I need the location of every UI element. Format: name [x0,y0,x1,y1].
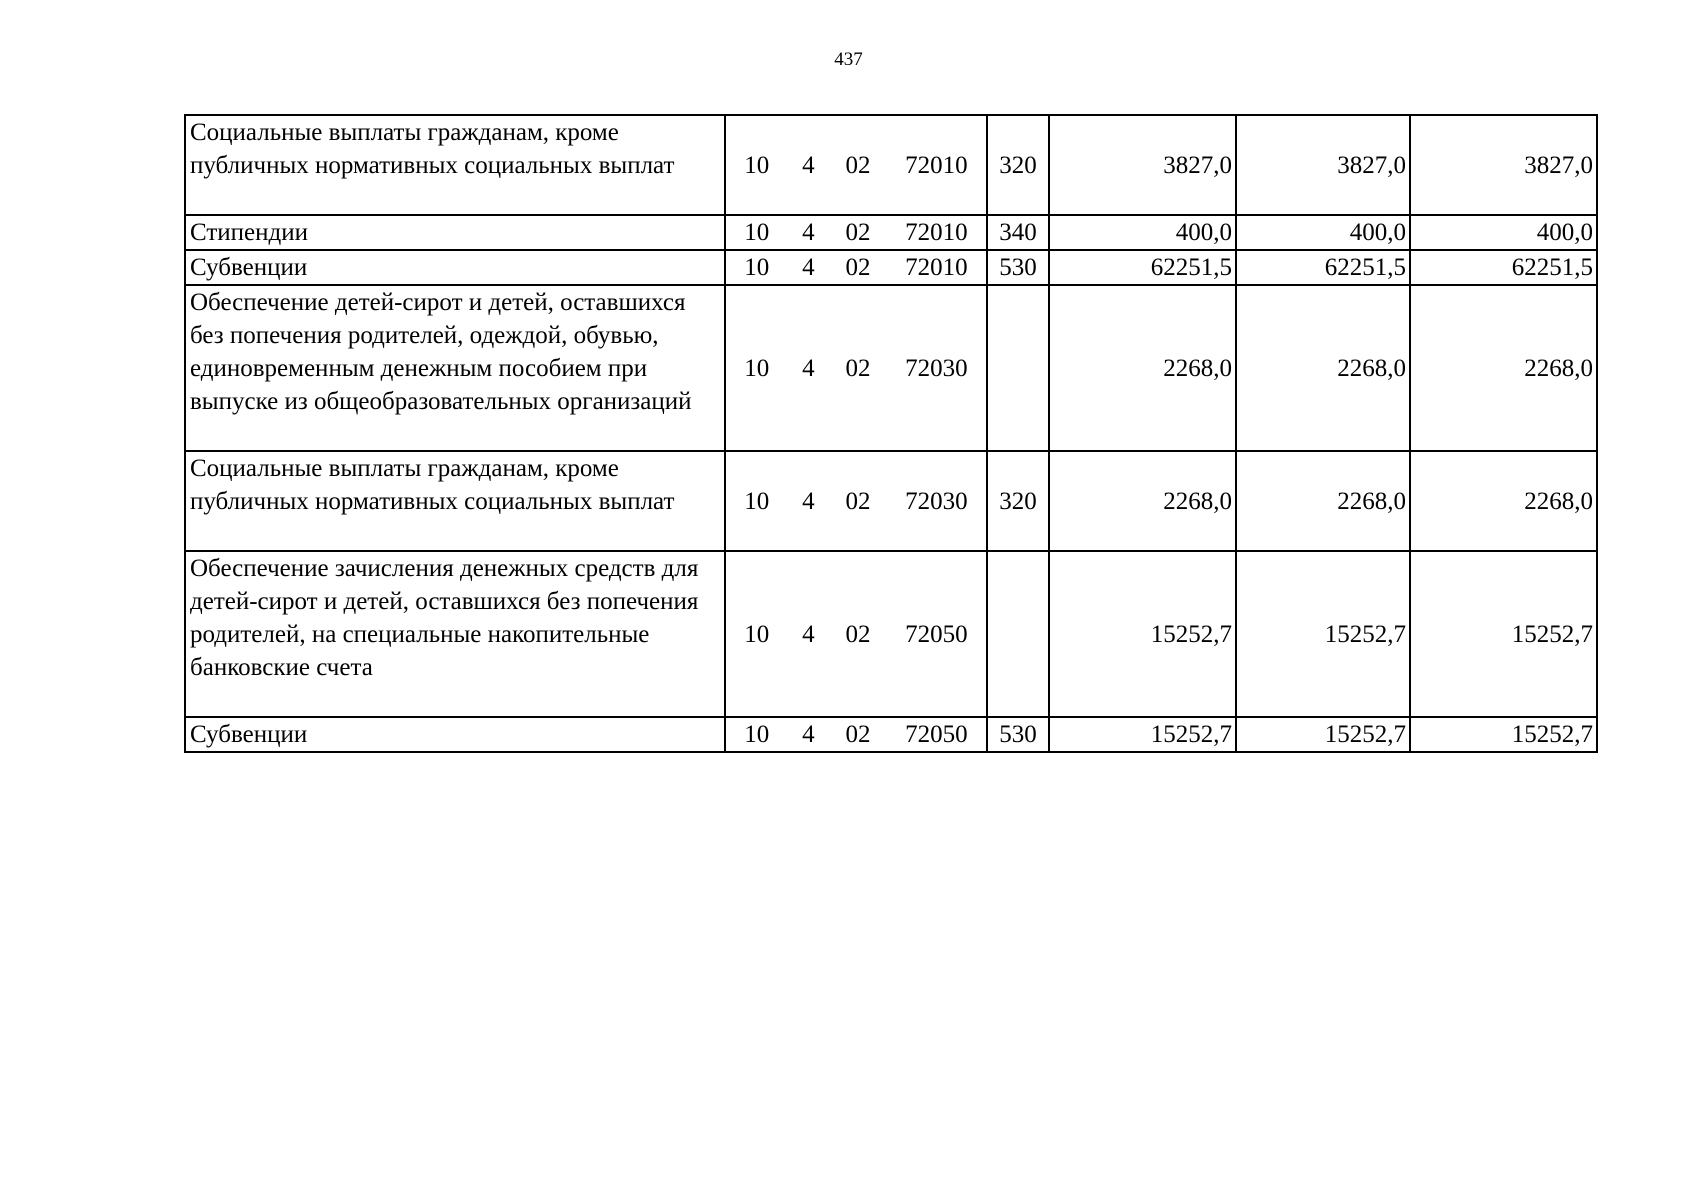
subprogram-code: 02 [845,620,871,648]
expense-type-code [987,551,1049,717]
subprogram-code: 02 [845,721,871,748]
row-description: Субвенции [185,717,725,752]
table-row [185,115,1597,215]
classification-code [725,717,987,752]
direction-code: 72050 [905,620,968,648]
section-code: 10 [744,151,770,179]
section-code: 10 [744,354,770,382]
section-code: 10 [744,487,770,515]
classification-code [725,250,987,285]
amount-year-1: 15252,7 [1049,551,1236,717]
subprogram-code: 02 [845,151,871,179]
table-row [185,285,1597,451]
program-code: 4 [802,487,815,515]
amount-year-3: 15252,7 [1410,551,1597,717]
expense-type-code [987,285,1049,451]
table-row [185,250,1597,285]
amount-year-3: 3827,0 [1410,115,1597,215]
page-number: 437 [834,49,863,70]
amount-year-3: 400,0 [1410,215,1597,250]
direction-code: 72030 [905,487,968,515]
direction-code: 72010 [905,151,968,179]
row-description: Обеспечение зачисления денежных средств для детей-сирот и детей, оставшихся без попечения родителей, на специальные накопительные банковские счета [185,551,725,717]
amount-year-2: 15252,7 [1236,551,1410,717]
amount-year-1: 62251,5 [1049,250,1236,285]
row-description: Субвенции [185,250,725,285]
program-code: 4 [802,620,815,648]
subprogram-code: 02 [845,487,871,515]
section-code: 10 [744,620,770,648]
table-row [185,717,1597,752]
expense-type-code: 530 [987,717,1049,752]
amount-year-2: 2268,0 [1236,451,1410,551]
expense-type-code: 340 [987,215,1049,250]
amount-year-1: 3827,0 [1049,115,1236,215]
classification-code [725,551,987,717]
program-code: 4 [802,151,815,179]
row-description: Обеспечение детей-сирот и детей, оставшихся без попечения родителей, одеждой, обувью, единовременным денежным пособием при выпуске из общеобразовательных организаций [185,285,725,451]
amount-year-3: 2268,0 [1410,285,1597,451]
classification-code [725,215,987,250]
program-code: 4 [802,354,815,382]
amount-year-1: 2268,0 [1049,451,1236,551]
amount-year-3: 2268,0 [1410,451,1597,551]
classification-code [725,451,987,551]
amount-year-2: 15252,7 [1236,717,1410,752]
amount-year-2: 62251,5 [1236,250,1410,285]
table-row [185,215,1597,250]
expense-type-code: 320 [987,115,1049,215]
amount-year-2: 2268,0 [1236,285,1410,451]
subprogram-code: 02 [845,354,871,382]
amount-year-2: 3827,0 [1236,115,1410,215]
direction-code: 72030 [905,354,968,382]
expense-type-code: 320 [987,451,1049,551]
expense-type-code: 530 [987,250,1049,285]
direction-code: 72050 [905,721,968,748]
row-description: Социальные выплаты гражданам, кроме публичных нормативных социальных выплат [185,451,725,551]
amount-year-1: 400,0 [1049,215,1236,250]
subprogram-code: 02 [845,254,871,281]
section-code: 10 [744,254,770,281]
classification-code [725,285,987,451]
section-code: 10 [744,721,770,748]
table-row [185,551,1597,717]
program-code: 4 [802,219,815,246]
amount-year-1: 15252,7 [1049,717,1236,752]
amount-year-2: 400,0 [1236,215,1410,250]
section-code: 10 [744,219,770,246]
direction-code: 72010 [905,219,968,246]
row-description: Социальные выплаты гражданам, кроме публичных нормативных социальных выплат [185,115,725,215]
program-code: 4 [802,254,815,281]
direction-code: 72010 [905,254,968,281]
row-description: Стипендии [185,215,725,250]
program-code: 4 [802,721,815,748]
classification-code [725,115,987,215]
amount-year-3: 15252,7 [1410,717,1597,752]
amount-year-3: 62251,5 [1410,250,1597,285]
budget-table [184,114,1598,753]
amount-year-1: 2268,0 [1049,285,1236,451]
subprogram-code: 02 [845,219,871,246]
table-row [185,451,1597,551]
